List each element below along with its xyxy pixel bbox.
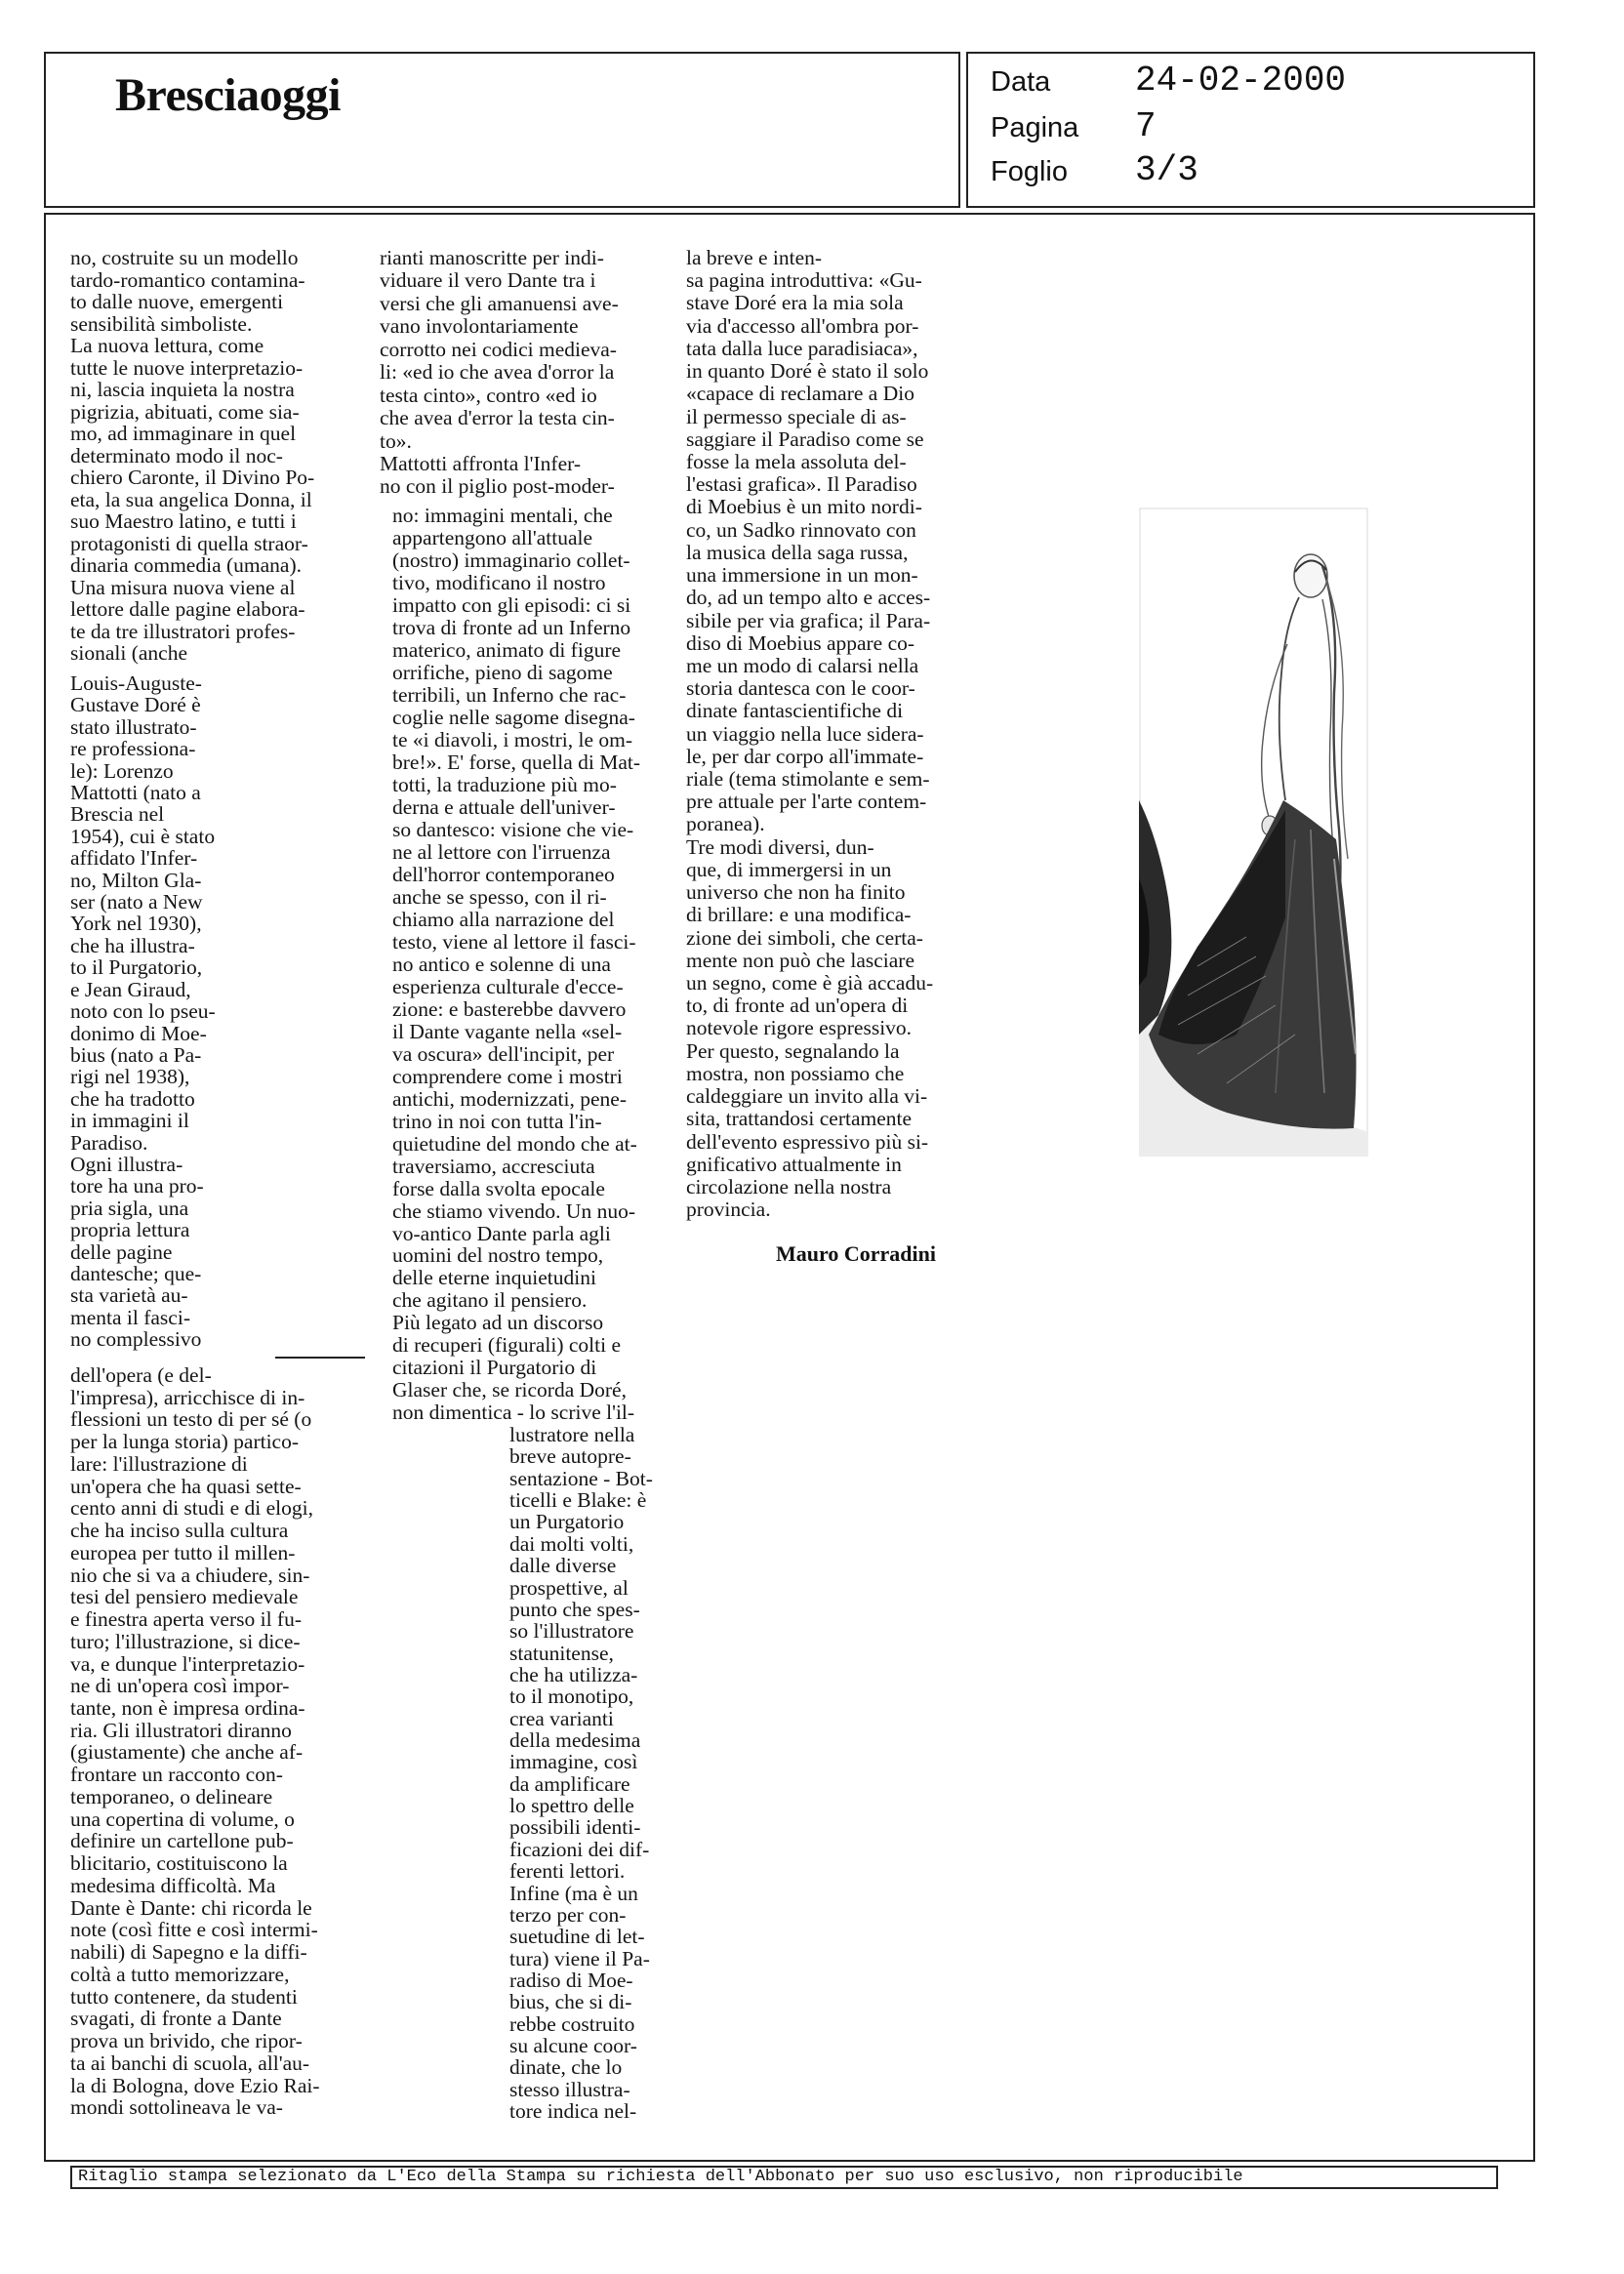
article-line: pria sigla, una <box>70 1196 189 1220</box>
article-line: ticelli e Blake: è <box>509 1488 647 1513</box>
article-line: corrotto nei codici medieva- <box>380 337 617 361</box>
article-line: suetudine di let- <box>509 1925 645 1949</box>
article-line: provincia. <box>686 1198 771 1222</box>
article-line: nabili) di Sapegno e la diffi- <box>70 1940 307 1965</box>
article-line: pre attuale per l'arte contem- <box>686 790 927 814</box>
article-line: che ha tradotto <box>70 1086 195 1111</box>
article-column-2-top <box>380 248 672 498</box>
article-line: temporaneo, o delineare <box>70 1784 273 1808</box>
article-line: un segno, come è già accadu- <box>686 971 934 995</box>
article-line: va, e dunque l'interpretazio- <box>70 1651 305 1676</box>
article-line: dinate, che lo <box>509 2055 623 2080</box>
article-line: una immersione in un mon- <box>686 563 918 588</box>
article-line: vano involontariamente <box>380 314 579 339</box>
article-line: tante, non è impresa ordina- <box>70 1696 305 1721</box>
article-line: di brillare: e una modifica- <box>686 903 912 927</box>
article-line: la musica della saga russa, <box>686 540 909 564</box>
article-line: suo Maestro latino, e tutti i <box>70 509 297 534</box>
article-line: svagati, di fronte a Dante <box>70 2007 282 2031</box>
article-line: in quanto Doré è stato il solo <box>686 359 929 384</box>
article-line: so dantesco: visione che vie- <box>392 817 634 841</box>
article-line: no: immagini mentali, che <box>392 504 613 527</box>
article-column-2-narrow <box>509 1425 673 2123</box>
article-line: stesso illustra- <box>509 2077 630 2101</box>
article-column-1-narrow <box>70 673 241 1351</box>
article-line: non dimentica - lo scrive l'il- <box>392 1401 635 1425</box>
article-line: Dante è Dante: chi ricorda le <box>70 1895 312 1920</box>
article-line: dantesche; que- <box>70 1261 202 1285</box>
article-line: radiso di Moe- <box>509 1968 633 1992</box>
article-line: che avea d'error la testa cin- <box>380 406 615 430</box>
article-line: sta varietà au- <box>70 1283 188 1308</box>
article-line: dell'horror contemporaneo <box>392 862 615 886</box>
article-line: to il monotipo, <box>509 1685 634 1709</box>
article-line: tutte le nuove interpretazio- <box>70 355 304 380</box>
article-line: dinaria commedia (umana). <box>70 553 302 578</box>
article-line: diso di Moebius appare co- <box>686 630 915 655</box>
article-line: breve autopre- <box>509 1444 631 1469</box>
article-line: affidato l'Infer- <box>70 846 198 871</box>
press-clipping-notice: Ritaglio stampa selezionato da L'Eco della Stampa su richiesta dell'Abbonato per suo uso esclusivo, non riproducibile <box>70 2166 1498 2189</box>
article-line: lustratore nella <box>509 1423 635 1446</box>
article-line: eta, la sua angelica Donna, il <box>70 487 312 511</box>
article-line: Mattotti affronta l'Infer- <box>380 451 582 475</box>
article-line: te «i diavoli, i mostri, le om- <box>392 727 633 751</box>
article-line: il permesso speciale di as- <box>686 404 907 428</box>
article-line: forse dalla svolta epocale <box>392 1176 605 1200</box>
page-value: 7 <box>1135 106 1157 146</box>
article-line: coltà a tutto memorizzare, <box>70 1962 290 1986</box>
article-line: ne al lettore con l'irruenza <box>392 839 611 864</box>
article-line: to il Purgatorio, <box>70 955 203 980</box>
article-line: impatto con gli episodi: ci si <box>392 592 631 617</box>
article-line: no con il piglio post-moder- <box>380 474 615 499</box>
article-line: Per questo, segnalando la <box>686 1038 900 1063</box>
article-line: no complessivo <box>70 1327 202 1352</box>
article-line: sa pagina introduttiva: «Gu- <box>686 268 922 293</box>
article-line: lare: l'illustrazione di <box>70 1451 248 1476</box>
article-line: no antico e solenne di una <box>392 952 611 976</box>
article-line: tore indica nel- <box>509 2099 637 2124</box>
article-line: Glaser che, se ricorda Doré, <box>392 1378 627 1402</box>
article-line: punto che spes- <box>509 1597 640 1621</box>
article-line: (nostro) immaginario collet- <box>392 548 630 572</box>
article-line: no, costruite su un modello <box>70 246 299 269</box>
article-line: blicitario, costituiscono la <box>70 1851 288 1876</box>
article-line: che stiamo vivendo. Un nuo- <box>392 1198 635 1223</box>
article-line: le): Lorenzo <box>70 758 174 783</box>
article-line: universo che non ha finito <box>686 880 906 905</box>
article-line: ria. Gli illustratori diranno <box>70 1718 292 1742</box>
article-line: via d'accesso all'ombra por- <box>686 313 919 338</box>
article-line: delle eterne inquietudini <box>392 1266 596 1290</box>
article-line: dell'opera (e del- <box>70 1363 212 1387</box>
article-line: noto con lo pseu- <box>70 999 216 1024</box>
article-line: 1954), cui è stato <box>70 824 216 848</box>
article-line: storia dantesca con le coor- <box>686 676 915 701</box>
article-line: mostra, non possiamo che <box>686 1061 905 1085</box>
article-line: chiamo alla narrazione del <box>392 907 615 931</box>
article-line: che ha illustra- <box>70 933 195 957</box>
article-line: testa cinto», contro «ed io <box>380 383 597 407</box>
article-line: me un modo di calarsi nella <box>686 653 919 677</box>
article-line: donimo di Moe- <box>70 1021 207 1045</box>
article-line: traversiamo, accresciuta <box>392 1154 595 1178</box>
article-line: ta ai banchi di scuola, all'au- <box>70 2051 310 2075</box>
article-line: mo, ad immaginare in quel <box>70 422 297 446</box>
article-line: sentazione - Bot- <box>509 1466 653 1490</box>
article-line: medesima difficoltà. Ma <box>70 1873 276 1897</box>
article-line: Louis-Auguste- <box>70 671 202 695</box>
article-line: tardo-romantico contamina- <box>70 267 305 292</box>
article-line: no, Milton Gla- <box>70 868 202 892</box>
article-line: re professiona- <box>70 737 196 761</box>
article-column-3 <box>686 248 979 1221</box>
article-line: ser (nato a New <box>70 890 203 914</box>
article-line: notevole rigore espressivo. <box>686 1016 913 1040</box>
article-line: cento anni di studi e di elogi, <box>70 1496 313 1521</box>
article-line: esperienza culturale d'ecce- <box>392 974 624 998</box>
article-line: Tre modi diversi, dun- <box>686 834 874 859</box>
article-line: orrifiche, pieno di sagome <box>392 660 613 684</box>
article-line: rigi nel 1938), <box>70 1065 190 1089</box>
article-line: di Moebius è un mito nordi- <box>686 495 922 519</box>
article-line: chiero Caronte, il Divino Po- <box>70 466 315 490</box>
article-line: frontare un racconto con- <box>70 1763 283 1787</box>
article-line: lo spettro delle <box>509 1794 634 1818</box>
article-line: definire un cartellone pub- <box>70 1829 294 1853</box>
article-line: lettore dalle pagine elabora- <box>70 597 305 622</box>
article-line: circolazione nella nostra <box>686 1174 892 1198</box>
article-line: tore ha una pro- <box>70 1174 204 1198</box>
article-line: trova di fronte ad un Inferno <box>392 615 631 639</box>
article-line: (giustamente) che anche af- <box>70 1740 304 1765</box>
article-line: sionali (anche <box>70 641 187 666</box>
article-line: York nel 1930), <box>70 912 202 936</box>
article-line: gnificativo attualmente in <box>686 1152 902 1176</box>
article-line: uomini del nostro tempo, <box>392 1243 604 1268</box>
article-line: totti, la traduzione più mo- <box>392 772 617 796</box>
article-line: sibile per via grafica; il Para- <box>686 608 931 632</box>
article-line: mente non può che lasciare <box>686 948 915 972</box>
article-line: sita, trattandosi certamente <box>686 1107 913 1131</box>
article-line: mondi sottolineava le va- <box>70 2095 283 2120</box>
article-line: per la lunga storia) partico- <box>70 1430 300 1454</box>
article-line: li: «ed io che avea d'orror la <box>380 360 615 385</box>
article-line: Una misura nuova viene al <box>70 575 296 599</box>
article-line: Gustave Doré è <box>70 693 201 717</box>
article-line: prospettive, al <box>509 1575 629 1600</box>
article-line: quietudine del mondo che at- <box>392 1131 637 1156</box>
paradiso-illustration <box>1139 508 1368 1157</box>
article-line: di recuperi (figurali) colti e <box>392 1333 622 1358</box>
article-line: su alcune coor- <box>509 2034 637 2058</box>
article-line: bre!». E' forse, quella di Mat- <box>392 750 641 774</box>
author-signature: Mauro Corradini <box>776 1241 936 1266</box>
article-line: stave Doré era la mia sola <box>686 291 904 315</box>
article-line: saggiare il Paradiso come se <box>686 426 924 451</box>
article-line: prova un brivido, che ripor- <box>70 2029 303 2053</box>
article-line: viduare il vero Dante tra i <box>380 268 596 293</box>
article-line: fosse la mela assoluta del- <box>686 449 907 473</box>
article-line: flessioni un testo di per sé (o <box>70 1407 312 1432</box>
article-line: testo, viene al lettore il fasci- <box>392 929 636 954</box>
article-line: dalle diverse <box>509 1554 617 1578</box>
article-line: to dalle nuove, emergenti <box>70 290 284 314</box>
article-line: Più legato ad un discorso <box>392 1311 604 1335</box>
article-line: terribili, un Inferno che rac- <box>392 682 627 707</box>
article-line: dell'evento espressivo più si- <box>686 1129 929 1154</box>
article-line: bius, che si di- <box>509 1990 632 2014</box>
article-line: dai molti volti, <box>509 1531 634 1556</box>
article-line: che ha inciso sulla cultura <box>70 1519 289 1543</box>
article-line: nio che si va a chiudere, sin- <box>70 1563 310 1587</box>
article-line: zione dei simboli, che certa- <box>686 925 923 950</box>
article-line: citazioni il Purgatorio di <box>392 1356 597 1380</box>
article-column-1-top <box>70 248 388 665</box>
article-line: e finestra aperta verso il fu- <box>70 1607 302 1632</box>
article-line: ne di un'opera così impor- <box>70 1674 290 1698</box>
article-column-2-middle <box>392 506 671 1424</box>
article-line: l'estasi grafica». Il Paradiso <box>686 472 917 497</box>
article-line: materico, animato di figure <box>392 637 622 662</box>
article-line: to, di fronte ad un'opera di <box>686 994 909 1018</box>
article-line: crea varianti <box>509 1706 614 1730</box>
article-line: bius (nato a Pa- <box>70 1042 202 1067</box>
article-line: antichi, modernizzati, pene- <box>392 1086 627 1111</box>
article-column-1-bottom <box>70 1365 388 2119</box>
article-line: da amplificare <box>509 1771 630 1796</box>
article-line: terzo per con- <box>509 1902 627 1927</box>
article-line: propria lettura <box>70 1218 190 1242</box>
article-line: tata dalla luce paradisiaca», <box>686 336 918 360</box>
article-line: dinate fantascientifiche di <box>686 699 904 723</box>
article-line: Infine (ma è un <box>509 1881 638 1905</box>
article-line: vo-antico Dante parla agli <box>392 1221 611 1245</box>
article-line: Brescia nel <box>70 802 165 827</box>
article-line: le, per dar corpo all'immate- <box>686 744 924 768</box>
article-line: te da tre illustratori profes- <box>70 619 296 643</box>
article-line: ficazioni dei dif- <box>509 1837 650 1861</box>
article-line: una copertina di volume, o <box>70 1807 295 1831</box>
article-line: tura) viene il Pa- <box>509 1946 650 1970</box>
article-line: versi che gli amanuensi ave- <box>380 291 619 315</box>
article-line: tutto contenere, da studenti <box>70 1984 298 2009</box>
article-line: note (così fitte e così intermi- <box>70 1918 318 1942</box>
article-line: que, di immergersi in un <box>686 857 892 881</box>
article-line: co, un Sadko rinnovato con <box>686 517 916 542</box>
article-line: ni, lascia inquieta la nostra <box>70 378 295 402</box>
article-line: in immagini il <box>70 1109 189 1133</box>
article-line: un viaggio nella luce sidera- <box>686 721 924 746</box>
article-line: che agitano il pensiero. <box>392 1288 588 1313</box>
newspaper-masthead: Bresciaoggi <box>115 69 341 121</box>
article-line: so l'illustratore <box>509 1619 634 1644</box>
article-line: il Dante vagante nella «sel- <box>392 1019 623 1043</box>
article-line: europea per tutto il millen- <box>70 1540 296 1564</box>
article-line: rianti manoscritte per indi- <box>380 246 604 269</box>
article-line: immagine, così <box>509 1750 638 1774</box>
article-line: riale (tema stimolante e sem- <box>686 767 930 792</box>
article-line: pigrizia, abituati, come sia- <box>70 399 300 424</box>
article-line: della medesima <box>509 1728 641 1753</box>
article-line: rebbe costruito <box>509 2011 635 2036</box>
article-line: possibili identi- <box>509 1815 641 1840</box>
article-line: menta il fasci- <box>70 1305 190 1329</box>
article-line: Mattotti (nato a <box>70 781 201 805</box>
article-line: do, ad un tempo alto e acces- <box>686 586 931 610</box>
article-line: to». <box>380 428 412 453</box>
article-line: un'opera che ha quasi sette- <box>70 1474 302 1498</box>
article-line: anche se spesso, con il ri- <box>392 884 607 909</box>
date-value: 24-02-2000 <box>1135 61 1347 101</box>
date-label: Data <box>991 66 1051 98</box>
article-line: comprendere come i mostri <box>392 1064 623 1088</box>
article-line: zione: e basterebbe davvero <box>392 996 627 1021</box>
article-line: va oscura» dell'incipit, per <box>392 1041 615 1066</box>
article-line: ferenti lettori. <box>509 1859 626 1884</box>
article-line: coglie nelle sagome disegna- <box>392 705 635 729</box>
article-line: stato illustrato- <box>70 714 197 739</box>
article-line: trino in noi con tutta l'in- <box>392 1109 602 1133</box>
article-line: caldeggiare un invito alla vi- <box>686 1084 928 1109</box>
article-line: la breve e inten- <box>686 246 823 269</box>
article-line: la di Bologna, dove Ezio Rai- <box>70 2073 320 2097</box>
article-line: l'impresa), arricchisce di in- <box>70 1385 305 1409</box>
article-line: delle pagine <box>70 1239 173 1264</box>
page-label: Pagina <box>991 112 1079 143</box>
article-line: derna e attuale dell'univer- <box>392 794 616 819</box>
sheet-label: Foglio <box>991 156 1068 187</box>
article-line: determinato modo il noc- <box>70 443 283 467</box>
article-line: «capace di reclamare a Dio <box>686 382 914 406</box>
article-line: tesi del pensiero medievale <box>70 1585 299 1609</box>
sheet-value: 3/3 <box>1135 150 1198 190</box>
article-line: tivo, modificano il nostro <box>392 570 606 594</box>
column-separator-rule <box>275 1357 365 1359</box>
article-line: e Jean Giraud, <box>70 977 191 1001</box>
article-line: protagonisti di quella straor- <box>70 531 308 555</box>
article-line: statunitense, <box>509 1641 614 1665</box>
article-line: Ogni illustra- <box>70 1152 183 1176</box>
article-line: un Purgatorio <box>509 1510 625 1534</box>
article-line: appartengono all'attuale <box>392 525 593 549</box>
article-line: La nuova lettura, come <box>70 334 264 358</box>
article-line: che ha utilizza- <box>509 1662 638 1686</box>
article-line: sensibilità simboliste. <box>70 311 253 336</box>
article-line: poranea). <box>686 812 765 836</box>
article-line: Paradiso. <box>70 1130 148 1155</box>
article-line: turo; l'illustrazione, si dice- <box>70 1629 301 1653</box>
